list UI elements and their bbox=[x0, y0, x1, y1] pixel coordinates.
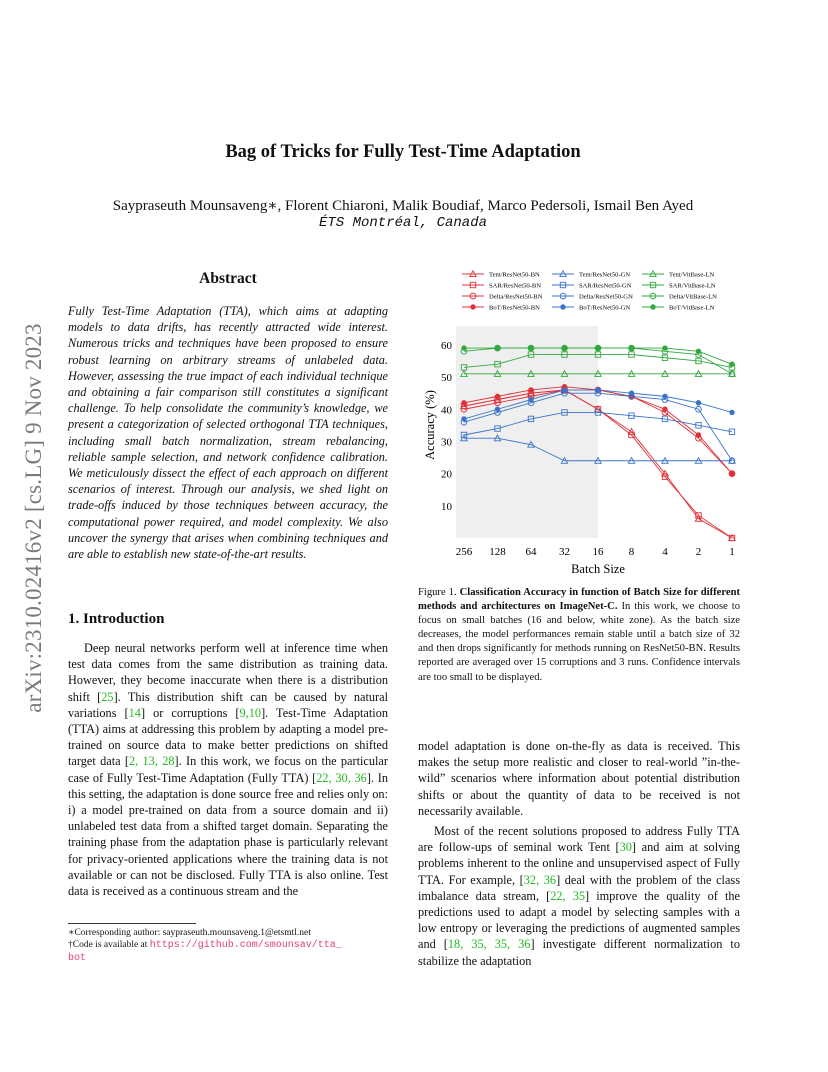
y-tick-label: 30 bbox=[441, 436, 452, 449]
footnote-rule bbox=[68, 923, 196, 924]
legend-marker bbox=[561, 305, 566, 310]
y-axis-label: Accuracy (%) bbox=[423, 390, 437, 460]
data-point-bot-resnet50-bn bbox=[495, 394, 500, 399]
x-tick-label: 1 bbox=[729, 546, 735, 558]
right-column-text bbox=[418, 738, 740, 969]
data-point-bot-vitbase-ln bbox=[495, 346, 500, 351]
legend-label: SAR/VitBase-LN bbox=[669, 282, 716, 290]
x-tick-label: 64 bbox=[525, 546, 537, 558]
data-point-bot-resnet50-bn bbox=[730, 471, 735, 476]
citation-link[interactable]: 14 bbox=[128, 705, 141, 720]
author-list: Saypraseuth Mounsaveng∗, Florent Chiaroni, Malik Boudiaf, Marco Pedersoli, Ismail Ben Ayed bbox=[112, 198, 694, 214]
data-point-bot-resnet50-gn bbox=[562, 388, 567, 393]
legend-label: Tent/ResNet50-BN bbox=[489, 271, 540, 279]
data-point-bot-resnet50-gn bbox=[629, 391, 634, 396]
data-point-bot-vitbase-ln bbox=[730, 362, 735, 367]
x-tick-label: 256 bbox=[455, 546, 473, 558]
code-url-link-cont[interactable]: bot bbox=[68, 953, 87, 964]
data-point-bot-resnet50-gn bbox=[663, 394, 668, 399]
citation-link[interactable]: 25 bbox=[101, 689, 114, 704]
legend-marker bbox=[651, 305, 656, 310]
accuracy-vs-batch-size-chart bbox=[412, 262, 742, 582]
citation-link[interactable]: 32, 36 bbox=[523, 872, 557, 887]
y-tick-label: 60 bbox=[441, 339, 452, 352]
y-tick-label: 10 bbox=[441, 500, 452, 513]
data-point-bot-vitbase-ln bbox=[562, 346, 567, 351]
arxiv-watermark: arXiv:2310.02416v2 [cs.LG] 9 Nov 2023 bbox=[21, 323, 46, 713]
citation-link[interactable]: 18, 35, 35, 36 bbox=[447, 937, 531, 952]
citation-link[interactable]: 30 bbox=[619, 840, 632, 855]
footnote-code: †Code is available at https://github.com/smounsav/tta_ bot bbox=[68, 940, 342, 964]
legend-label: Tent/VitBase-LN bbox=[669, 271, 715, 279]
citation-link[interactable]: 2, 13, 28 bbox=[128, 754, 175, 769]
legend-marker bbox=[471, 305, 476, 310]
data-point-bot-resnet50-gn bbox=[462, 417, 467, 422]
legend-label: SAR/ResNet50-BN bbox=[489, 282, 542, 290]
data-point-bot-resnet50-gn bbox=[596, 388, 601, 393]
data-point-bot-vitbase-ln bbox=[629, 346, 634, 351]
legend-label: Delta/ResNet50-BN bbox=[489, 293, 543, 301]
y-tick-label: 40 bbox=[441, 404, 452, 417]
citation-link[interactable]: 22, 35 bbox=[550, 888, 585, 903]
data-point-bot-vitbase-ln bbox=[462, 346, 467, 351]
figure-caption: Figure 1. Classification Accuracy in function of Batch Size for different methods and architectures on ImageNet-C. In this work, we choose to focus on small batches (16 and below, white zone). As the batch size decreases, the model performances remain stable until a batch size of 32 and then drops significantly for methods running on ResNet50-BN. Results reported are averaged over 15 corruptions and 3 runs. Confidence intervals are too small to be displayed. bbox=[418, 587, 740, 683]
abstract-text: Fully Test-Time Adaptation (TTA), which aims at adapting models to data drifts, has recently attracted wide interest. Numerous tricks and techniques have been proposed to ensure robust learning on arbitrary streams of unlabeled data. However, assessing the true impact of each individual technique and obtaining a fair comparison still constitutes a significant challenge. To help consolidate the community’s knowledge, we present a categorization of selected orthogonal TTA techniques, including small batch normalization, stream rebalancing, reliable sample selection, and network confidence calibration. We meticulously dissect the effect of each approach on different scenarios of interest. Through our analysis, we shed light on trade-offs induced by those techniques between accuracy, the computational power required, and model complexity. We also uncover the synergy that arises when combining techniques and are able to establish new state-of-the-art results. bbox=[68, 304, 388, 562]
data-point-bot-resnet50-gn bbox=[495, 407, 500, 412]
legend-label: Delta/VitBase-LN bbox=[669, 293, 717, 301]
x-tick-label: 128 bbox=[489, 546, 506, 558]
data-point-bot-vitbase-ln bbox=[663, 346, 668, 351]
y-tick-label: 20 bbox=[441, 468, 452, 481]
intro-paragraph: Deep neural networks perform well at inference time when test data comes from the same distribution as training data. However, they become inaccurate when there is a distribution shift [25]. This distribution shift can be caused by natural variations [14] or corruptions [9,10]. Test-Time Adaptation (TTA) aims at addressing this problem by adapting a model pre-trained on source data to make better predictions on shifted target data [2, 13, 28]. In this work, we focus on the particular case of Fully Test-Time Adaptation (Fully TTA) [22, 30, 36]. In this setting, the adaptation is done source free and relies only on: i) a model pre-trained on data from a source domain and ii) unlabeled test data from a shifted target domain. Separating the training phase from the adaptation phase is particularly relevant for privacy-oriented applications where the training data is not available or can not be disclosed. Fully TTA is also online. Test data is received as a continuous stream and the bbox=[68, 641, 389, 899]
affiliation: ÉTS Montréal, Canada bbox=[318, 215, 488, 231]
data-point-bot-resnet50-gn bbox=[730, 410, 735, 415]
legend-label: Delta/ResNet50-GN bbox=[579, 293, 633, 301]
data-point-bot-resnet50-bn bbox=[462, 400, 467, 405]
footnote-corresponding: ∗Corresponding author: saypraseuth.mounsaveng.1@etsmtl.net bbox=[68, 928, 311, 938]
citation-link[interactable]: 22, 30, 36 bbox=[316, 770, 367, 785]
data-point-bot-resnet50-gn bbox=[696, 400, 701, 405]
x-tick-label: 8 bbox=[628, 546, 635, 558]
paragraph: Most of the recent solutions proposed to address Fully TTA are follow-ups of seminal work Tent [30] and aim at solving problems inherent to the online and unsupervised aspect of Fully TTA. For example, [32, 36] deal with the problem of the class imbalance data stream, [22, 35] improve the quality of the predictions used to adapt a model by selecting samples with a low entropy or leveraging the predictions of augmented samples and [18, 35, 35, 36] investigate different normalization to stabilize the adaptation bbox=[418, 824, 740, 968]
x-tick-label: 32 bbox=[559, 546, 570, 558]
legend-label: SAR/ResNet50-GN bbox=[579, 282, 632, 290]
data-point-bot-vitbase-ln bbox=[529, 346, 534, 351]
data-point-bot-resnet50-bn bbox=[529, 388, 534, 393]
legend-label: BoT/VitBase-LN bbox=[669, 304, 715, 312]
data-point-bot-resnet50-bn bbox=[663, 407, 668, 412]
data-point-bot-resnet50-gn bbox=[529, 397, 534, 402]
data-point-bot-resnet50-bn bbox=[696, 433, 701, 438]
paper-title: Bag of Tricks for Fully Test-Time Adaptation bbox=[225, 142, 581, 162]
legend-label: BoT/ResNet50-BN bbox=[489, 304, 540, 312]
x-tick-label: 2 bbox=[695, 546, 702, 558]
data-point-bot-vitbase-ln bbox=[696, 349, 701, 354]
x-tick-label: 16 bbox=[592, 546, 604, 558]
legend-label: Tent/ResNet50-GN bbox=[579, 271, 631, 279]
y-tick-label: 50 bbox=[441, 372, 452, 385]
legend-label: BoT/ResNet50-GN bbox=[579, 304, 631, 312]
paragraph: model adaptation is done on-the-fly as data is received. This makes the setup more realistic and closer to real-world ”in-the-wild” scenarios where information about potential distribution shifts or about the quantity of data to be received is not necessarily available. bbox=[418, 739, 740, 818]
x-axis-label: Batch Size bbox=[571, 562, 625, 576]
citation-link[interactable]: 9,10 bbox=[239, 705, 262, 720]
section-heading-introduction: 1. Introduction bbox=[68, 611, 165, 627]
data-point-bot-vitbase-ln bbox=[596, 346, 601, 351]
x-tick-label: 4 bbox=[662, 546, 668, 558]
code-url-link[interactable]: https://github.com/smounsav/tta_ bbox=[149, 940, 342, 951]
abstract-heading: Abstract bbox=[199, 270, 257, 287]
